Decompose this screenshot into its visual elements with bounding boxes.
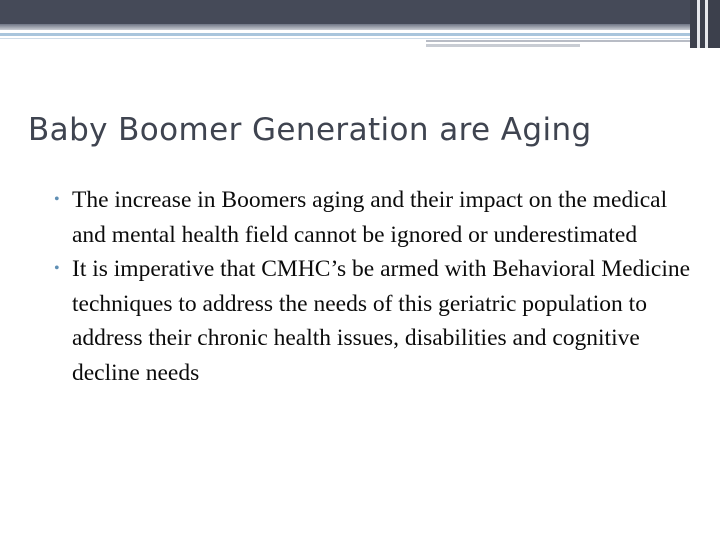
header-banner-shade [0, 24, 720, 30]
corner-decoration [690, 0, 720, 48]
bullet-item [54, 183, 704, 252]
decorative-rule [0, 33, 690, 36]
bullet-text: The increase in Boomers aging and their impact on the medical and mental health field cannot be ignored or underestimated [72, 187, 668, 248]
decorative-rule [426, 44, 580, 47]
slide-title: Baby Boomer Generation are Aging [28, 112, 592, 148]
decorative-rule [0, 38, 690, 39]
corner-stripe [705, 0, 708, 48]
bullet-icon: • [54, 191, 60, 208]
header-banner [0, 0, 720, 24]
bullet-item [54, 252, 704, 390]
bullet-icon: • [54, 260, 60, 277]
corner-stripe [697, 0, 700, 48]
bullet-list [54, 183, 704, 390]
bullet-text: It is imperative that CMHC’s be armed with Behavioral Medicine techniques to address the needs of this geriatric population to address their chronic health issues, disabilities and cognitive decline needs [72, 256, 691, 386]
decorative-rule [426, 40, 690, 42]
